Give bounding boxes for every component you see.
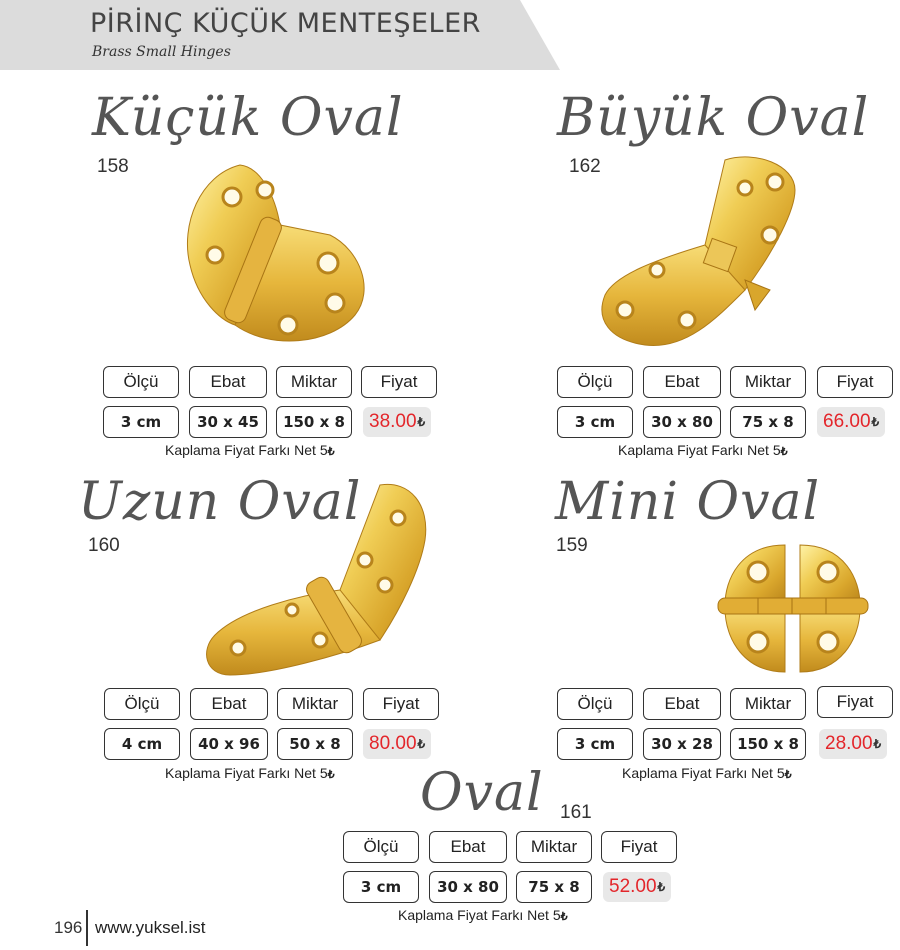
header-dimension: Ebat <box>643 688 721 720</box>
plating-note: Kaplama Fiyat Farkı Net 5₺ <box>398 907 568 923</box>
value-quantity: 150 x 8 <box>730 728 806 760</box>
spec-table-160 <box>104 688 444 768</box>
header-dimension: Ebat <box>429 831 507 863</box>
value-price: 80.00 ₺ <box>363 729 431 759</box>
value-quantity: 75 x 8 <box>516 871 592 903</box>
header-quantity: Miktar <box>516 831 592 863</box>
header-quantity: Miktar <box>276 366 352 398</box>
header-price: Fiyat <box>817 366 893 398</box>
value-price: 38.00 ₺ <box>363 407 431 437</box>
page-number: 196 <box>54 918 83 937</box>
value-quantity: 50 x 8 <box>277 728 353 760</box>
plating-note: Kaplama Fiyat Farkı Net 5₺ <box>622 765 792 781</box>
header-quantity: Miktar <box>277 688 353 720</box>
value-price: 52.00 ₺ <box>603 872 671 902</box>
plating-note: Kaplama Fiyat Farkı Net 5₺ <box>165 442 335 458</box>
header-dimension: Ebat <box>643 366 721 398</box>
buyuk-oval-hinge-image <box>595 150 810 355</box>
page-subtitle: Brass Small Hinges <box>92 44 231 60</box>
value-price: 28.00 ₺ <box>819 729 887 759</box>
footer-divider <box>86 910 88 946</box>
kucuk-oval-hinge-image <box>180 155 380 355</box>
value-quantity: 75 x 8 <box>730 406 806 438</box>
value-size: 3 cm <box>103 406 179 438</box>
product-code-161: 161 <box>560 802 592 823</box>
value-quantity: 150 x 8 <box>276 406 352 438</box>
mini-oval-hinge-image <box>710 540 875 680</box>
header-price: Fiyat <box>601 831 677 863</box>
website-link[interactable]: www.yuksel.ist <box>95 918 206 937</box>
value-dimension: 30 x 80 <box>429 871 507 903</box>
product-code-158: 158 <box>97 156 129 177</box>
value-size: 3 cm <box>557 406 633 438</box>
header-size: Ölçü <box>103 366 179 398</box>
spec-table-158 <box>103 366 443 446</box>
value-dimension: 30 x 45 <box>189 406 267 438</box>
value-size: 4 cm <box>104 728 180 760</box>
header-price: Fiyat <box>361 366 437 398</box>
header-price: Fiyat <box>817 686 893 718</box>
plating-note: Kaplama Fiyat Farkı Net 5₺ <box>165 765 335 781</box>
header-quantity: Miktar <box>730 688 806 720</box>
header-quantity: Miktar <box>730 366 806 398</box>
header-size: Ölçü <box>557 688 633 720</box>
product-name-buyuk-oval: Büyük Oval <box>557 88 870 148</box>
page-title: PİRİNÇ KÜÇÜK MENTEŞELER <box>90 8 481 39</box>
product-name-oval: Oval <box>420 763 544 823</box>
product-code-162: 162 <box>569 156 601 177</box>
value-dimension: 40 x 96 <box>190 728 268 760</box>
header-size: Ölçü <box>343 831 419 863</box>
value-dimension: 30 x 80 <box>643 406 721 438</box>
header-dimension: Ebat <box>190 688 268 720</box>
header-price: Fiyat <box>363 688 439 720</box>
value-size: 3 cm <box>343 871 419 903</box>
header-dimension: Ebat <box>189 366 267 398</box>
uzun-oval-hinge-image <box>200 480 435 680</box>
product-name-kucuk-oval: Küçük Oval <box>92 88 404 148</box>
spec-table-159 <box>557 688 897 768</box>
product-name-uzun-oval: Uzun Oval <box>78 472 362 532</box>
value-size: 3 cm <box>557 728 633 760</box>
product-code-160: 160 <box>88 535 120 556</box>
product-name-mini-oval: Mini Oval <box>555 472 821 532</box>
plating-note: Kaplama Fiyat Farkı Net 5₺ <box>618 442 788 458</box>
spec-table-162 <box>557 366 897 446</box>
value-price: 66.00 ₺ <box>817 407 885 437</box>
spec-table-161 <box>343 831 683 911</box>
header-size: Ölçü <box>104 688 180 720</box>
value-dimension: 30 x 28 <box>643 728 721 760</box>
header-size: Ölçü <box>557 366 633 398</box>
product-code-159: 159 <box>556 535 588 556</box>
